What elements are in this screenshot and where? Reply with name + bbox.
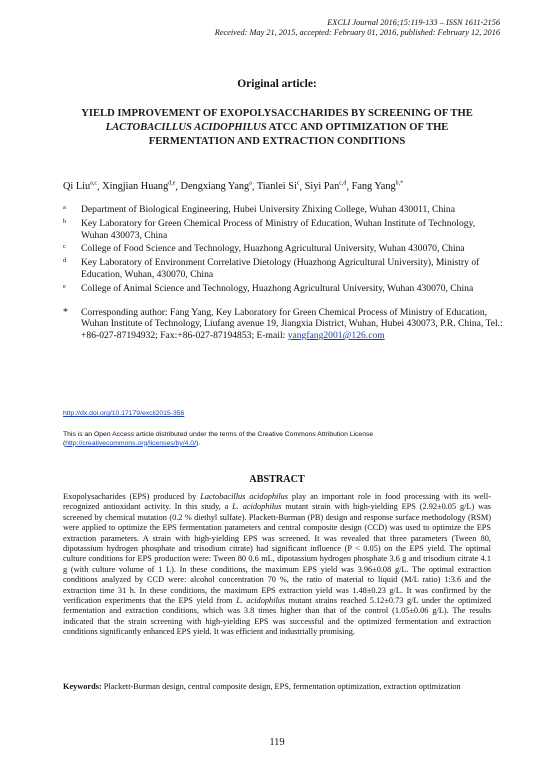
abstract-heading: ABSTRACT <box>249 474 305 485</box>
affiliation-list <box>63 204 503 342</box>
author: Fang Yang$^{b,*}$ <box>351 181 404 193</box>
affiliation-item: c College of Food Science and Technology, Huazhong Agricultural University, Wuhan 430070, China <box>63 243 465 255</box>
keywords <box>63 682 491 692</box>
article-type: Original article: <box>237 78 317 90</box>
author: Xingjian Huang$^{d,e}$ <box>102 181 176 193</box>
affiliation-item: e College of Animal Science and Technology, Huazhong Agricultural University, Wuhan 430070, China <box>63 282 474 294</box>
title-italic: LACTOBACILLUS ACIDOPHILUS <box>105 122 267 133</box>
page-number: 119 <box>269 737 285 748</box>
corresponding-author: * Corresponding author: Fang Yang, Key Laboratory for Green Chemical Process of Ministry of Education, Wuhan Institute of Technology, Liufang avenue 19, Jiangxia District, Wuhan, Hubei 430073, P.R. China, Tel.: +86-027-87194932; Fax:+86-027-87194853; E-mail: yangfang2001@126.com <box>63 306 503 342</box>
doi-link: http://dx.doi.org/10.17179/excli2015-356 <box>63 410 185 417</box>
journal-citation: EXCLI Journal 2016;15:119-133 – ISSN 1611-2156 <box>327 18 500 27</box>
publication-dates: Received: May 21, 2015, accepted: February 01, 2016, published: February 12, 2016 <box>214 28 500 37</box>
author: Siyi Pan$^{c,d}$ <box>304 181 347 193</box>
license-notice: This is an Open Access article distributed under the terms of the Creative Commons Attribution License (http://creativecommons.org/licenses/by/4.0/). <box>63 431 374 447</box>
title-part-2: ATCC AND OPTIMIZATION OF THE FERMENTATION AND EXTRACTION CONDITIONS <box>148 122 449 147</box>
journal-header <box>215 18 500 38</box>
author: Qi Liu$^{a,c}$ <box>63 181 97 193</box>
affiliation-item: b Key Laboratory for Green Chemical Process of Ministry of Education, Wuhan Institute of Technology, Wuhan 430073, China <box>63 217 476 241</box>
affiliation-item: a Department of Biological Engineering, Hubei University Zhixing College, Wuhan 430011, China <box>63 204 455 215</box>
abstract-body: Exopolysacharides (EPS) produced by Lactobacillus acidophilus play an important role in food processing with its well-recognized antioxidant activity. In this study, a L. acidophilus mutant strain with high-yielding EPS (2.92±0.05 g/L) was screened by chemical mutation (0.2 % diethyl sulfate). Plackett-Burman (PB) design and response surface methodology (RSM) were applied to optimize the EPS fermentation parameters and central composite design (CCD) was used to optimize the EPS extraction parameters. A strain with high-yielding EPS was screened. It was revealed that three parameters (Tween 80, dipotassium hydrogen phosphate and trisodium citrate) had significant influence (P < 0.05) on the EPS yield. The optimal culture conditions for EPS production were: Tween 80 0.6 mL, dipotassium hydrogen phosphate 3.6 g and trisodium citrate 4.1 g (with culture volume of 1 L). In these conditions, the maximum EPS yield was 3.96±0.08 g/L. The optimal extraction conditions analyzed by CCD were: alcohol concentration 70 %, the ratio of material to liquid (M/L ratio) 1:3.6 and the extraction time 31 h. In these conditions, the maximum EPS extraction yield was 1.48±0.23 g/L. It was confirmed by the verification experiments that the EPS yield from L. acidophilus mutant strains reached 5.12±0.73 g/L under the optimized fermentation and extraction conditions, which was 3.8 times higher than that of the control (1.05±0.06 g/L). The results indicated that the strain screening with high-yielding EPS was successful and the optimized fermentation and extraction conditions significantly enhanced EPS yield. It was efficient and industrially promising. <box>63 492 491 637</box>
license-link[interactable]: http://creativecommons.org/licenses/by/4.0/ <box>65 439 196 447</box>
affiliation-item: d Key Laboratory of Environment Correlative Dietology (Huazhong Agricultural University), Ministry of Education, Wuhan, 430070, China <box>63 257 480 280</box>
author-list: Qi Liu$^{a,c}$, Xingjian Huang$^{d,e}$, Dengxiang Yang$^a$, Tianlei Si$^c$, Siyi Pan$^{c,d}$, Fang Yang$^{b,*}$ <box>63 181 404 193</box>
author: Dengxiang Yang$^a$ <box>180 181 252 193</box>
email-link[interactable]: yangfang2001@126.com <box>287 330 385 342</box>
paper-title <box>70 107 484 149</box>
title-part-1: YIELD IMPROVEMENT OF EXOPOLYSACCHARIDES BY SCREENING OF THE <box>81 108 473 119</box>
keywords-label: Keywords: <box>63 682 102 691</box>
keywords-text: Plackett-Burman design, central composite design, EPS, fermentation optimization, extraction optimization <box>101 682 461 691</box>
author: Tianlei Si$^c$ <box>256 181 300 193</box>
